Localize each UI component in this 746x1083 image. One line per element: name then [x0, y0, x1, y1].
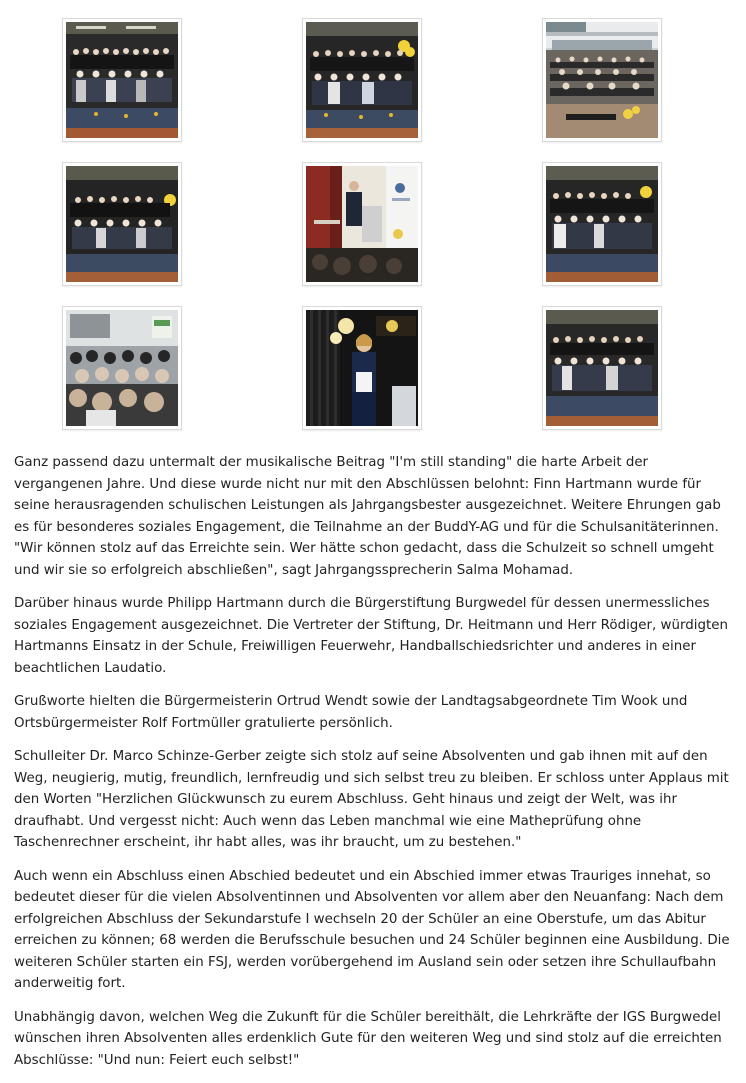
gallery-photo-5[interactable] [302, 162, 422, 286]
gallery-photo-7[interactable] [62, 306, 182, 430]
article-paragraph-5: Auch wenn ein Abschluss einen Abschied bedeutet und ein Abschied immer etwas Trauriges innehat, so bedeutet dieser für die vielen Absolventinnen und Absolventen vor allem aber den Neuanfang: Nach dem erfolgreichen Abschluss der Sekundarstufe I wechseln 20 der Schüler an eine Oberstufe, um das Abitur erreichen zu können; 68 werden die Berufsschule besuchen und 24 Schüler beginnen eine Ausbildung. Die weiteren Schüler starten ein FSJ, werden vorübergehend im Ausland sein oder setzen ihre Schullaufbahn anderweitig fort. [14, 868, 730, 991]
audience-hall-image [66, 310, 178, 426]
graduates-on-stage-image [66, 166, 178, 282]
article-paragraph-4: Schulleiter Dr. Marco Schinze-Gerber zeigte sich stolz auf seine Absolventen und gab ihnen mit auf den Weg, neugierig, mutig, freundlich, lernfreudig und sich selbst treu zu bleiben. Er schloss unter Applaus mit den Worten "Herzlichen Glückwunsch zu eurem Abschluss. Geht hinaus und zeigt der Welt, was ihr draufhabt. Und vergesst nicht: Auch wenn das Leben manchmal wie eine Matheprüfung ohne Taschenrechner erscheint, ihr habt alles, was ihr braucht, um zu bestehen." [14, 749, 729, 850]
article-paragraph-1: Ganz passend dazu untermalt der musikalische Beitrag "I'm still standing" die harte Arbeit der vergangenen Jahre. Und diese wurde nicht nur mit den Abschlüssen belohnt: Finn Hartmann wurde für seine herausragenden schulischen Leistungen als Jahrgangsbester ausgezeichnet. Weitere Ehrungen gab es für besonderes soziales Engagement, die Teilnahme an der BuddY-AG und für die Schulsanitäterinnen. "Wir können stolz auf das Erreichte sein. Wer hätte schon gedacht, dass die Schulzeit so schnell umgeht und wir sie so erfolgreich abschließen", sagt Jahrgangssprecherin Salma Mohamad. [14, 455, 721, 578]
gallery-photo-9[interactable] [542, 306, 662, 430]
graduates-on-stage-image [546, 310, 658, 426]
graduates-on-stage-image [546, 166, 658, 282]
audience-hall-image [546, 22, 658, 138]
woman-speaking-microphone-image [306, 310, 418, 426]
gallery-photo-6[interactable] [542, 162, 662, 286]
gallery-photo-1[interactable] [62, 18, 182, 142]
gallery-photo-2[interactable] [302, 18, 422, 142]
article-paragraph-2: Darüber hinaus wurde Philipp Hartmann durch die Bürgerstiftung Burgwedel für dessen unermessliches soziales Engagement ausgezeichnet. Die Vertreter der Stiftung, Dr. Heitmann und Herr Rödiger, würdigten Hartmanns Einsatz in der Schule, Freiwilligen Feuerwehr, Handballschiedsrichter und anderes in einer beachtlichen Laudatio. [14, 596, 728, 676]
article-paragraph-3: Grußworte hielten die Bürgermeisterin Ortrud Wendt sowie der Landtagsabgeordnete Tim Wook und Ortsbürgermeister Rolf Fortmüller gratulierte persönlich. [14, 694, 688, 731]
article-body [14, 452, 734, 1083]
gallery-photo-8[interactable] [302, 306, 422, 430]
gallery-photo-3[interactable] [542, 18, 662, 142]
graduates-on-stage-image [66, 22, 178, 138]
graduates-on-stage-image [306, 22, 418, 138]
gallery-photo-4[interactable] [62, 162, 182, 286]
speaker-at-podium-image [306, 166, 418, 282]
article-paragraph-6: Unabhängig davon, welchen Weg die Zukunft für die Schüler bereithält, die Lehrkräfte der IGS Burgwedel wünschen ihren Absolventen alles erdenklich Gute für den weiteren Weg und sind stolz auf die erreichten Abschlüsse: "Und nun: Feiert euch selbst!" [14, 1009, 722, 1068]
photo-gallery [0, 0, 746, 440]
